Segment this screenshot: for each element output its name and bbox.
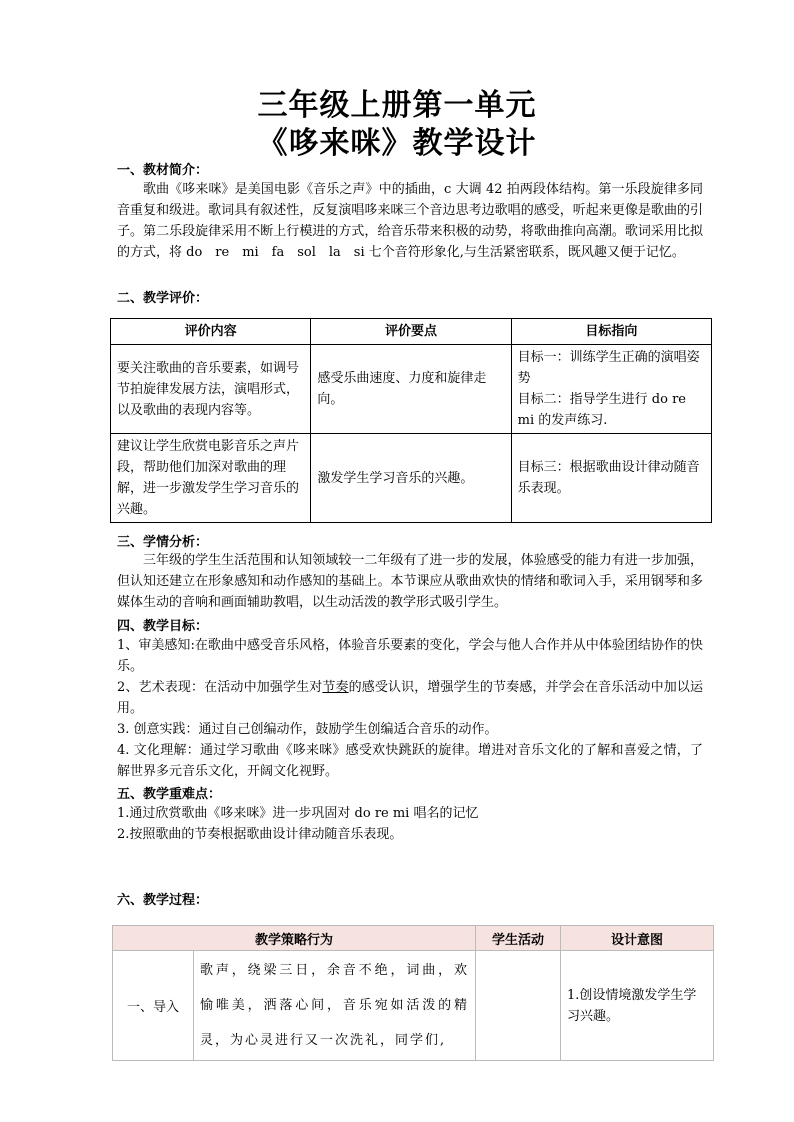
table-row xyxy=(111,434,712,523)
goal-text: 的感受认识，增强学生的节奏感，并学会在音乐活动中加以运用。 xyxy=(117,680,703,716)
process-table xyxy=(112,925,714,1061)
table-header: 评价要点 xyxy=(311,319,511,345)
goal-item: 3. 创意实践：通过自己创编动作，鼓励学生创编适合音乐的动作。 xyxy=(117,722,498,737)
table-header: 评价内容 xyxy=(111,319,311,345)
section-heading-6: 六、教学过程： xyxy=(117,893,209,908)
page-title-line1: 三年级上册第一单元 xyxy=(257,88,537,123)
table-header: 设计意图 xyxy=(561,926,714,951)
table-cell: 建议让学生欣赏电影音乐之声片段，帮助他们加深对歌曲的理解，进一步激发学生学习音乐的兴趣。 xyxy=(111,434,311,523)
intent-cell: 1.创设情境激发学生学习兴趣。 xyxy=(561,951,714,1061)
table-cell: 目标一：训练学生正确的演唱姿势 目标二：指导学生进行 do re mi 的发声练习. xyxy=(511,345,711,434)
key-point: 2.按照歌曲的节奏根据歌曲设计律动随音乐表现。 xyxy=(117,827,403,842)
table-header: 目标指向 xyxy=(511,319,711,345)
section-text-3: 三年级的学生生活范围和认知领域较一二年级有了进一步的发展，体验感受的能力有进一步加强，但认知还建立在形象感知和动作感知的基础上。本节课应从歌曲欢快的情绪和歌词入手，采用钢琴和多媒体生动的音响和画面辅助教唱，以生动活泼的教学形式吸引学生。 xyxy=(117,553,703,610)
evaluation-table xyxy=(110,318,712,523)
activity-cell xyxy=(476,951,561,1061)
key-point: 1.通过欣赏歌曲《哆来咪》进一步巩固对 do re mi 唱名的记忆 xyxy=(117,806,479,821)
table-cell: 目标三：根据歌曲设计律动随音乐表现。 xyxy=(511,434,711,523)
section-heading-2: 二、教学评价： xyxy=(117,291,209,306)
table-row xyxy=(111,345,712,434)
strategy-cell: 歌声，绕梁三日，余音不绝，词曲，欢愉唯美，洒落心间，音乐宛如活泼的精灵，为心灵进行又一次洗礼，同学们, xyxy=(194,951,476,1061)
goal-item: 1、审美感知:在歌曲中感受音乐风格，体验音乐要素的变化，学会与他人合作并从中体验团结协作的快乐。 xyxy=(117,638,703,674)
goal-item: 4. 文化理解：通过学习歌曲《哆来咪》感受欢快跳跃的旋律。增进对音乐文化的了解和喜爱之情，了解世界多元音乐文化，开阔文化视野。 xyxy=(117,743,703,779)
stage-cell: 一、导入 xyxy=(113,951,194,1061)
table-cell: 要关注歌曲的音乐要素，如调号节拍旋律发展方法，演唱形式，以及歌曲的表现内容等。 xyxy=(111,345,311,434)
section-heading-4: 四、教学目标： xyxy=(117,619,209,634)
table-header: 学生活动 xyxy=(476,926,561,951)
goal-underlined: 节奏 xyxy=(322,680,349,695)
goal-item xyxy=(117,677,703,719)
table-cell: 激发学生学习音乐的兴趣。 xyxy=(311,434,511,523)
section-heading-1: 一、教材简介： xyxy=(117,163,209,178)
page-title-line2: 《哆来咪》教学设计 xyxy=(257,126,537,161)
goal-text: 2、艺术表现：在活动中加强学生对 xyxy=(117,680,323,695)
table-cell: 感受乐曲速度、力度和旋律走向。 xyxy=(311,345,511,434)
table-header-row xyxy=(113,926,714,951)
section-text-1: 歌曲《哆来咪》是美国电影《音乐之声》中的插曲，c 大调 42 拍两段体结构。第一乐段旋律多同音重复和级进。歌词具有叙述性，反复演唱哆来咪三个音边思考边歌唱的感受，听起来更像是歌曲的引子。第二乐段旋律采用不断上行模进的方式，给音乐带来积极的动势，将歌曲推向高潮。歌词采用比拟的方式，将 do re mi fa sol la si 七个音符形象化,与生活紧密联系，既风趣又便于记忆。 xyxy=(117,182,703,260)
section-heading-5: 五、教学重难点： xyxy=(117,787,222,802)
table-header-row xyxy=(111,319,712,345)
section-heading-3: 三、学情分析： xyxy=(117,535,209,550)
table-header: 教学策略行为 xyxy=(113,926,476,951)
table-row xyxy=(113,951,714,1061)
